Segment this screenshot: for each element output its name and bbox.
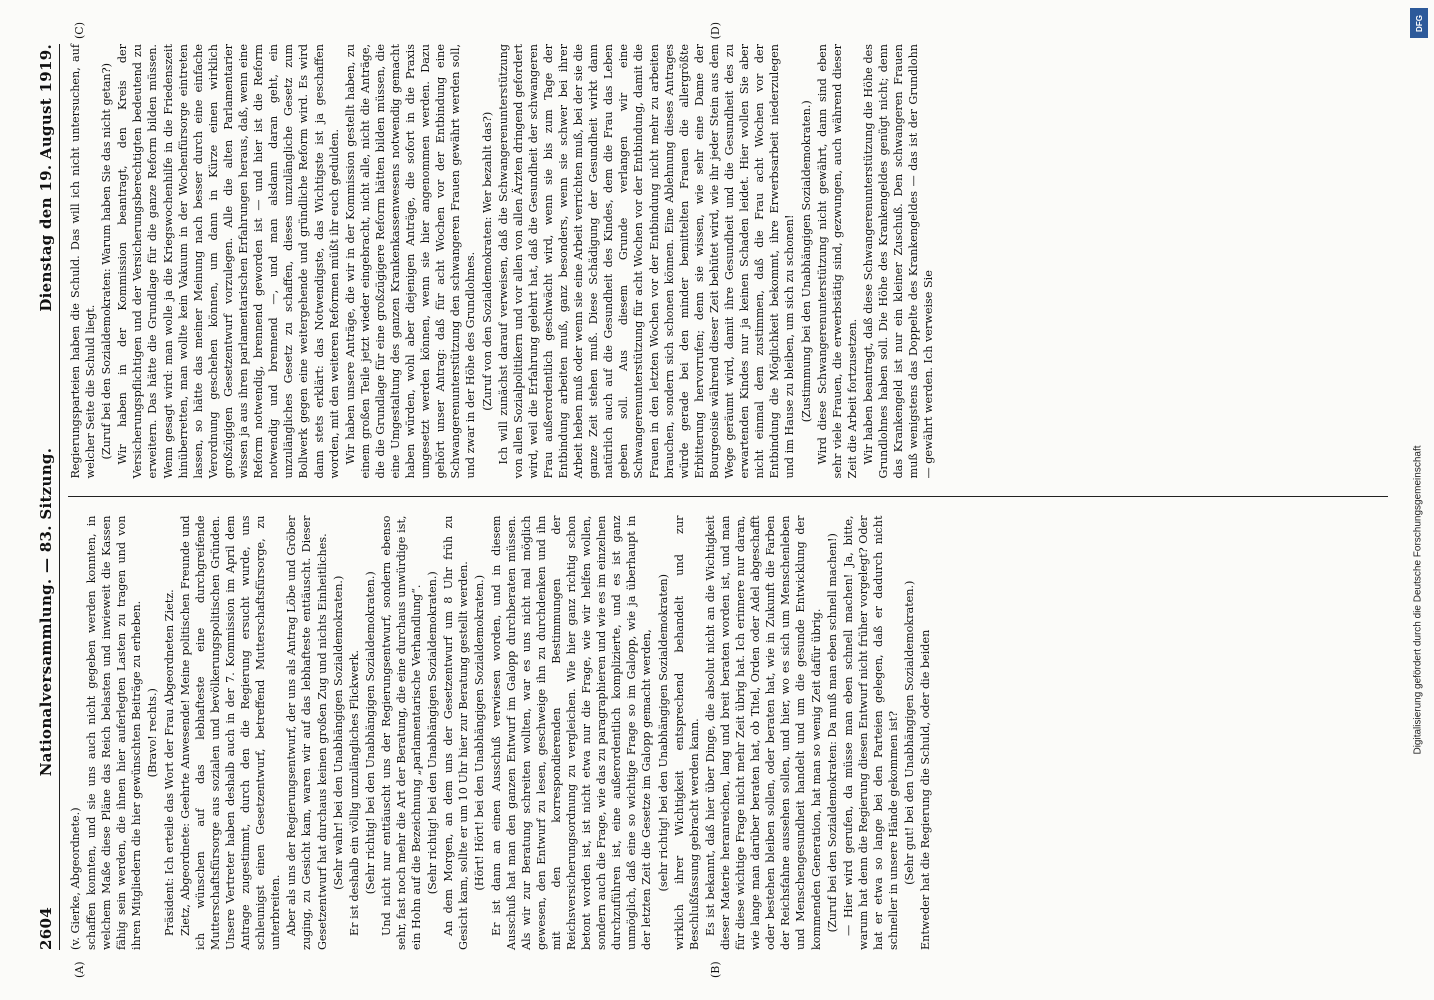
page-number: 2604 — [37, 907, 55, 950]
interjection: (Zuruf bei den Sozialdemokraten: Da muß man eben schnell machen!) — [825, 533, 839, 933]
paragraph: Er ist deshalb ein völlig unzulängliches Flickwerk. — [347, 649, 361, 936]
paragraph: Es ist bekannt, daß hier über Dinge, die absolut nicht an die Wichtigkeit dieser Materie heranreichen, lang und breit beraten worden ist, und man für diese wichtige Frage nicht mehr Zeit übrig hat. Ich erinnere nur daran, wie lange man darüber beraten hat, ob Titel, Orden oder Adel abgeschafft oder bestehen bleiben sollen, oder beraten hat, wie in Zukunft die Farben der Reichsfahne aussehen sollen, und hier, wo es sich um Menschenleben und Menschengesundheit handelt und um die gesunde Entwicklung der kommenden Generation, hat man so wenig Zeit dafür übrig. — [703, 515, 823, 950]
margin-marker-c: (C) — [73, 22, 86, 39]
text-columns — [68, 22, 1388, 978]
paragraph-zietz: Zietz, Abgeordnete: Geehrte Anwesende! Meine politischen Freunde und ich wünschen auf das lebhafteste eine durchgreifende Mutterschaftsfürsorge aus sozialen und bevölkerungspolitischen Gründen. Unsere Vertreter haben deshalb auch in der 7. Kommission im April dem Antrage zugestimmt, durch den die Regierung ersucht wurde, uns schleunigst einen Gesetzentwurf, betreffend Mutterschaftsfürsorge, zu unterbreiten. — [178, 515, 283, 950]
rotated-page-content — [27, 20, 1407, 980]
digitization-credit — [1404, 0, 1432, 1000]
page-header — [37, 44, 60, 950]
margin-marker-a: (A) — [73, 961, 86, 978]
interjection: (Sehr richtig! bei den Unabhängigen Sozialdemokraten.) — [363, 571, 377, 895]
paragraph: — Hier wird gerufen, da müsse man eben schnell machen! Ja, bitte, warum hat denn die Regierung diesen Entwurf nicht früher vorgelegt? Oder hat er etwa so lange bei den Parteien gelegen, daß er dadurch nicht schneller in unsere Hände gekommen ist? — [841, 515, 900, 950]
paragraph: Ich will zunächst darauf verweisen, daß die Schwangerenunterstützung von allen Sozialpolitikern und vor allen von allen Ärzten dringend gefordert wird, weil die Erfahrung gelehrt hat, daß die Gesundheit der schwangeren Frau außerordentlich geschwächt wird, wenn sie bis zum Tage der Entbindung arbeiten muß, ganz besonders, wenn sie schwer bei ihrer Arbeit heben muß oder wenn sie eine Arbeit verrichten muß, bei der sie die ganze Zeit stehen muß. Diese Schädigung der Gesundheit wirkt dann natürlich auch auf die Gesundheit des Kindes, dem die Frau das Leben geben soll. Aus diesem Grunde verlangen wir eine Schwangerenunterstützung für acht Wochen vor der Entbindung, damit die Frauen in den letzten Wochen vor der Entbindung nicht mehr zu arbeiten brauchen, sondern sich schonen können. Eine Ablehnung dieses Antrages würde gerade bei den minder bemittelten Frauen die allergrößte Erbitterung hervorrufen; denn sie wissen, wie sehr eine Dame der Bourgeoisie während dieser Zeit behütet wird, wie ihr jeder Stein aus dem Wege geräumt wird, damit ihre Gesundheit und die Gesundheit des zu erwartenden Kindes nur ja keinen Schaden leidet. Hier wollen Sie aber nicht einmal dem zustimmen, daß die Frau acht Wochen vor der Entbindung die Möglichkeit bekommt, ihre Erwerbsarbeit niederzulegen und im Hause zu bleiben, um sich zu schonen! — [496, 44, 797, 479]
paragraph: Wird diese Schwangerenunterstützung nicht gewährt, dann sind eben sehr viele Frauen, die erwerbstätig sind, gezwungen, auch während dieser Zeit die Arbeit fortzusetzen. — [815, 44, 859, 479]
paragraph: An dem Morgen, an dem uns der Gesetzentwurf um 8 Uhr früh zu Gesicht kam, sollte er um 10 Uhr hier zur Beratung gestellt werden. — [442, 515, 471, 950]
paragraph: wirklich ihrer Wichtigkeit entsprechend behandelt und zur Beschlußfassung gebracht werden kann. — [672, 515, 701, 950]
interjection: (sehr richtig! bei den Unabhängigen Sozialdemokraten) — [656, 573, 670, 892]
paragraph: Er ist dann an einen Ausschuß verwiesen worden, und in diesem Ausschuß hat man den ganzen Entwurf im Galopp durchberaten müssen. Als wir zur Beratung schreiten wollten, war es uns nicht mal möglich gewesen, den Entwurf zu lesen, geschweige ihn zu durchdenken und ihn mit den korrespondierenden Bestimmungen der Reichsversicherungsordnung zu vergleichen. Wie hier ganz richtig schon betont worden ist, ist nicht etwa nur die Frage, wie wir helfen wollen, sondern auch die Frage, wie das zu paragraphieren und wie es im einzelnen durchzuführen ist, eine außerordentlich komplizierte, und es ist ganz unmöglich, daß eine so wichtige Frage so im Galopp, wie ja überhaupt in der letzten Zeit die Gesetze im Galopp gemacht werden, — [489, 515, 654, 950]
paragraph: Aber als uns der Regierungsentwurf, der uns als Antrag Löbe und Gröber zuging, zu Gesicht kam, waren wir auf das lebhafteste enttäuscht. Dieser Gesetzentwurf hat durchaus keinen großen Zug und nichts Einheitliches. — [285, 515, 329, 950]
interjection: (Zuruf von den Sozialdemokraten: Wer bezahlt das?) — [480, 111, 494, 411]
paragraph: Wir haben in der Kommission beantragt, den Kreis der Versicherungspflichtigen und der Versicherungsberechtigten bedeutend zu erweitern. Das hätte die Grundlage für die ganze Reform bilden müssen. Wenn gesagt wird: man wolle ja die Kriegswochenhilfe in die Friedenszeit hinüberretten, man wollte kein Vakuum in der Wochenfürsorge eintreten lassen, so hätte das meiner Meinung nach besser durch eine einfache Verordnung geschehen können, um dann in Kürze einen wirklich großzügigen Gesetzentwurf vorzulegen. Alle die alten Parlamentarier wissen ja aus ihren parlamentarischen Erfahrungen heraus, daß, wenn eine Reform notwendig, brennend geworden ist — und hier ist die Reform notwendig und brennend —, und man alsdann daran geht, ein unzulängliches Gesetz zu schaffen, dieses unzulängliche Gesetz zum Bollwerk gegen eine weitergehende und gründliche Reform wird. Es wird dann stets erklärt: das Notwendigste, das Wichtigste ist ja geschaffen worden, mit den weiteren Reformen müßt ihr euch gedulden. — [116, 44, 341, 479]
dfg-logo: DFG — [1410, 8, 1428, 38]
interjection: (Zuruf bei den Sozialdemokraten: Warum haben Sie das nicht getan?) — [100, 63, 114, 460]
speaker-note: (v. Gierke, Abgeordnete.) — [69, 807, 82, 950]
paragraph: schaffen konnten, und sie uns auch nicht gegeben werden konnten, in welchem Maße diese Pläne das Reich belasten und inwieweit die Kassen fähig sein werden, die ihnen hier auferlegten Lasten zu tragen und von ihren Mitgliedern die hier gewünschten Beiträge zu erheben. — [85, 515, 144, 950]
interjection: (Bravo! rechts.) — [146, 688, 160, 778]
interjection: (Sehr gut! bei den Unabhängigen Sozialdemokraten.) — [903, 580, 917, 885]
credit-text: Digitalisierung gefördert durch die Deutsche Forschungsgemeinschaft — [1412, 445, 1424, 755]
paragraph: Wir haben beantragt, daß diese Schwangerenunterstützung die Höhe des Grundlohnes haben soll. Die Höhe des Krankengeldes genügt nicht; denn das Krankengeld ist nur ein kleiner Zuschuß. Den schwangeren Frauen muß wenigstens das Doppelte des Krankengeldes — das ist der Grundlohn — gewährt werden. Ich verweise Sie — [861, 44, 936, 479]
interjection: (Sehr richtig! bei den Unabhängigen Sozialdemokraten.) — [426, 571, 440, 895]
left-column — [68, 498, 1388, 978]
interjection: (Zustimmung bei den Unabhängigen Sozialdemokraten.) — [799, 100, 813, 423]
right-column — [68, 22, 1388, 498]
session-title: Nationalversammlung. — 83. Sitzung. — [37, 447, 55, 777]
interjection: (Sehr wahr! bei den Unabhängigen Sozialdemokraten.) — [331, 575, 345, 890]
paragraph: Regierungsparteien haben die Schuld. Das will ich nicht untersuchen, auf welcher Seite die Schuld liegt. — [69, 44, 98, 479]
paragraph-president: Präsident: Ich erteile das Wort der Frau Abgeordneten Zietz. — [162, 589, 176, 936]
margin-marker-b: (B) — [709, 961, 722, 978]
interjection: (Hört! Hört! bei den Unabhängigen Sozialdemokraten.) — [473, 574, 487, 891]
paragraph: Und nicht nur enttäuscht uns der Regierungsentwurf, sondern ebenso sehr, fast noch mehr die Art der Beratung, die eine durchaus unwürdige ist, ein Hohn auf die Bezeichnung „parlamentarische Verhandlung“. — [379, 515, 424, 950]
margin-marker-d: (D) — [709, 22, 722, 40]
session-date: Dienstag den 19. August 1919. — [37, 44, 55, 312]
paragraph: Entweder hat die Regierung die Schuld, oder die beiden — [919, 629, 933, 950]
paragraph: Wir haben unsere Anträge, die wir in der Kommission gestellt haben, zu einem großen Teile jetzt wieder eingebracht, nicht alle, nicht die Anträge, die die Grundlage für eine großzügigere Reform hätten bilden müssen, die eine Umgestaltung des ganzen Krankenkassenwesens notwendig gemacht haben würden, wohl aber diejenigen Anträge, die sofort in die Praxis umgesetzt werden können, wenn sie hier angenommen werden. Dazu gehört unser Antrag: daß für acht Wochen vor der Entbindung eine Schwangerenunterstützung den schwangeren Frauen gewährt werden soll, und zwar in der Höhe des Grundlohnes. — [343, 44, 478, 479]
